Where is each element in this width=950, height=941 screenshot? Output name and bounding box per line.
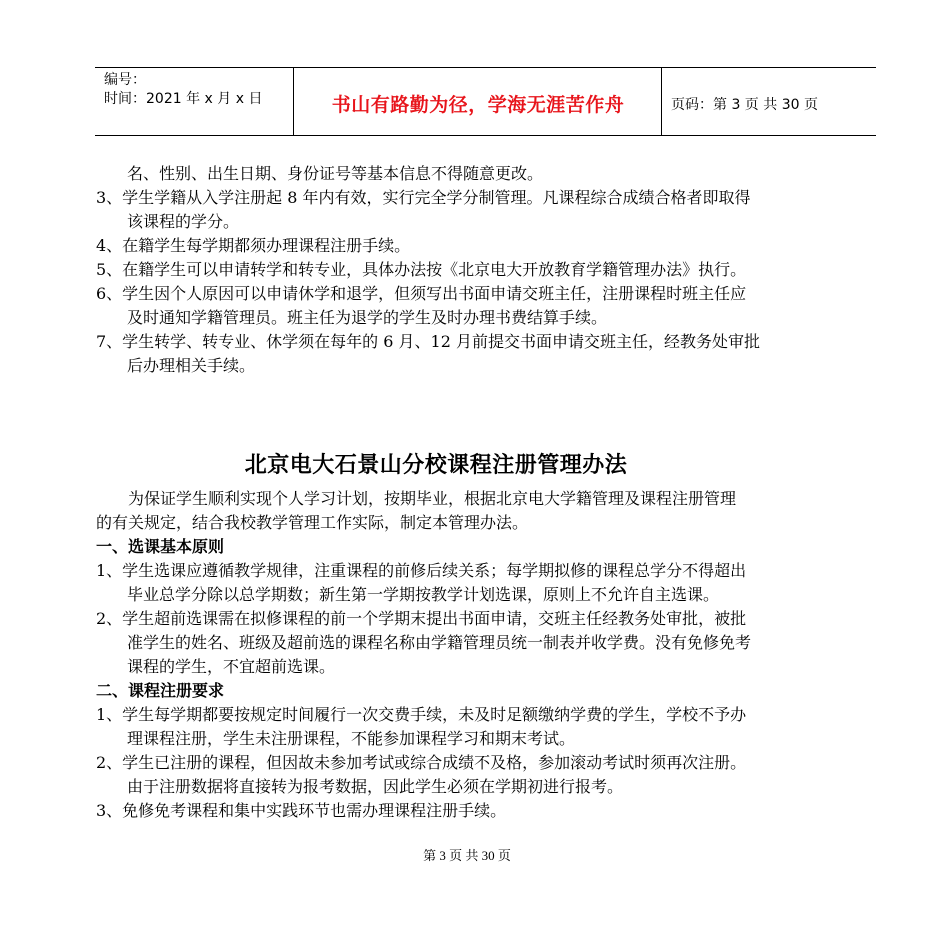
text-line: 准学生的姓名、班级及超前选的课程名称由学籍管理员统一制表并收学费。没有免修免考 [127, 633, 752, 652]
section-heading: 一、选课基本原则 [96, 537, 225, 556]
list-item: 1、学生选课应遵循教学规律，注重课程的前修后续关系；每学期拟修的课程总学分不得超出 [96, 561, 747, 580]
document-code: 编号： [104, 72, 146, 88]
text-line: 后办理相关手续。 [127, 356, 256, 375]
list-item: 3、免修免考课程和集中实践环节也需办理课程注册手续。 [96, 801, 507, 820]
list-item: 5、在籍学生可以申请转学和转专业，具体办法按《北京电大开放教育学籍管理办法》执行。 [96, 260, 747, 279]
list-item: 2、学生已注册的课程，但因故未参加考试或综合成绩不及格，参加滚动考试时须再次注册。 [96, 753, 747, 772]
header-divider [661, 68, 662, 135]
header-meta [104, 71, 262, 109]
document-date: 时间：2021 年 x 月 x 日 [104, 91, 263, 107]
list-item: 2、学生超前选课需在拟修课程的前一个学期末提出书面申请，交班主任经教务处审批，被批 [96, 609, 747, 628]
text-line: 该课程的学分。 [127, 212, 240, 231]
document-title: 北京电大石景山分校课程注册管理办法 [244, 452, 628, 478]
text-line: 由于注册数据将直接转为报考数据，因此学生必须在学期初进行报考。 [127, 777, 624, 796]
header-page-number: 页码：第 3 页 共 30 页 [671, 97, 818, 113]
document-body [96, 162, 876, 378]
header-motto: 书山有路勤为径，学海无涯苦作舟 [331, 94, 625, 116]
page-footer: 第 3 页 共 30 页 [423, 848, 511, 863]
section-heading: 二、课程注册要求 [96, 681, 225, 700]
text-line: 毕业总学分除以总学期数；新生第一学期按教学计划选课，原则上不允许自主选课。 [127, 585, 720, 604]
list-item: 7、学生转学、转专业、休学须在每年的 6 月、12 月前提交书面申请交班主任，经教务处审批 [96, 332, 760, 351]
text-line: 理课程注册，学生未注册课程，不能参加课程学习和期末考试。 [127, 729, 576, 748]
page-header [95, 67, 876, 136]
text-line: 及时通知学籍管理员。班主任为退学的学生及时办理书费结算手续。 [127, 308, 608, 327]
list-item: 1、学生每学期都要按规定时间履行一次交费手续，未及时足额缴纳学费的学生，学校不予办 [96, 705, 747, 724]
list-item: 6、学生因个人原因可以申请休学和退学，但须写出书面申请交班主任，注册课程时班主任应 [96, 284, 747, 303]
list-item: 3、学生学籍从入学注册起 8 年内有效，实行完全学分制管理。凡课程综合成绩合格者即取得 [96, 188, 751, 207]
text-line: 名、性别、出生日期、身份证号等基本信息不得随意更改。 [127, 164, 544, 183]
document-section [96, 487, 876, 823]
paragraph-line: 为保证学生顺利实现个人学习计划，按期毕业，根据北京电大学籍管理及课程注册管理 [128, 489, 737, 508]
text-line: 课程的学生，不宜超前选课。 [127, 657, 336, 676]
paragraph-line: 的有关规定，结合我校教学管理工作实际，制定本管理办法。 [96, 513, 529, 532]
header-divider [293, 68, 294, 135]
list-item: 4、在籍学生每学期都须办理课程注册手续。 [96, 236, 411, 255]
